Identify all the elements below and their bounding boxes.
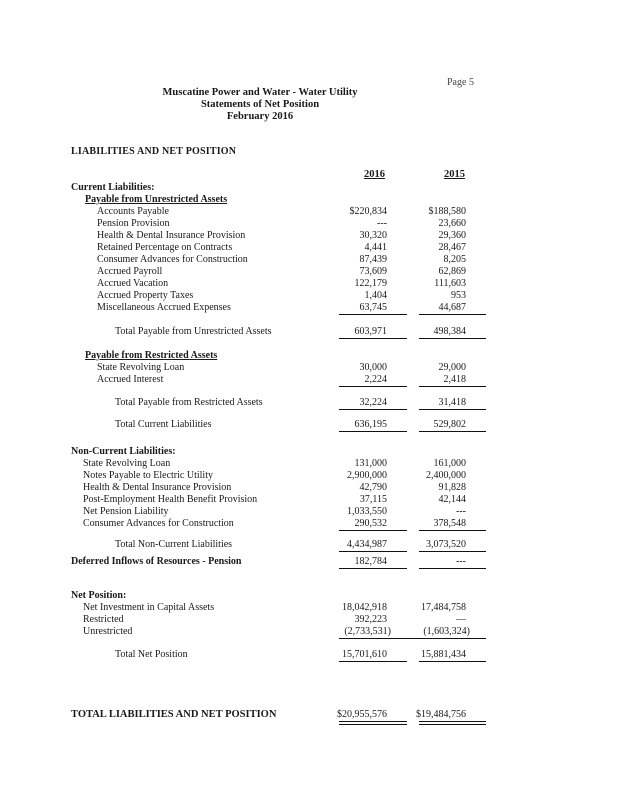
underline (419, 338, 486, 339)
total-row (0, 539, 619, 551)
value-2015: 44,687 (438, 302, 466, 313)
table-row (0, 506, 619, 518)
value-2016: 15,701,610 (342, 649, 387, 660)
value-2016: 37,115 (359, 494, 387, 505)
table-row (0, 266, 619, 278)
row-label: Health & Dental Insurance Provision (97, 230, 246, 241)
table-row (0, 482, 619, 494)
value-2015: 3,073,520 (426, 539, 466, 550)
value-2016: (2,733,531) (344, 626, 391, 637)
table-row (0, 230, 619, 242)
row-label: Restricted (83, 614, 124, 625)
table-row (0, 470, 619, 482)
underline (419, 314, 486, 315)
value-2015: 42,144 (438, 494, 466, 505)
unrestricted-heading-row (0, 194, 619, 206)
row-label: State Revolving Loan (97, 362, 185, 373)
value-2015: --- (456, 556, 466, 567)
row-label: Post-Employment Health Benefit Provision (83, 494, 258, 505)
net-position-heading: Net Position: (71, 590, 127, 601)
value-2015: 498,384 (433, 326, 466, 337)
double-underline (339, 721, 407, 725)
table-row (0, 362, 619, 374)
row-label: Accrued Vacation (97, 278, 169, 289)
value-2016: 1,033,550 (347, 506, 387, 517)
row-label: Accrued Property Taxes (97, 290, 194, 301)
current-liabilities-heading: Current Liabilities: (71, 182, 155, 193)
underline (339, 386, 407, 387)
value-2016: 32,224 (359, 397, 387, 408)
underline (419, 568, 486, 569)
value-2016: 4,441 (364, 242, 387, 253)
row-label: Notes Payable to Electric Utility (83, 470, 213, 481)
current-liabilities-heading-row (0, 182, 619, 194)
table-row (0, 302, 619, 314)
row-label: Consumer Advances for Construction (97, 254, 248, 265)
total-label: Total Non-Current Liabilities (115, 539, 233, 550)
table-row (0, 206, 619, 218)
table-row (0, 602, 619, 614)
non-current-heading-row (0, 446, 619, 458)
total-label: Total Current Liabilities (115, 419, 212, 430)
value-2015: 28,467 (438, 242, 466, 253)
value-2015: 29,360 (438, 230, 466, 241)
value-2016: 73,609 (359, 266, 387, 277)
table-row (0, 374, 619, 386)
underline (419, 551, 486, 552)
value-2016: 122,179 (354, 278, 387, 289)
value-2015: 529,802 (433, 419, 466, 430)
restricted-heading: Payable from Restricted Assets (85, 350, 218, 361)
value-2016: 290,532 (354, 518, 387, 529)
row-label: Miscellaneous Accrued Expenses (97, 302, 231, 313)
value-2015: — (456, 614, 466, 625)
statement-title: Statements of Net Position (200, 99, 320, 110)
value-2016: 42,790 (359, 482, 387, 493)
value-2015: 31,418 (438, 397, 466, 408)
value-2016: 2,900,000 (347, 470, 387, 481)
unrestricted-heading: Payable from Unrestricted Assets (85, 194, 228, 205)
table-row (0, 278, 619, 290)
underline (339, 551, 407, 552)
entity-title: Muscatine Power and Water - Water Utility (162, 87, 358, 98)
non-current-heading: Non-Current Liabilities: (71, 446, 176, 457)
deferred-inflows-row (0, 556, 619, 568)
row-label: Consumer Advances for Construction (83, 518, 234, 529)
table-row (0, 614, 619, 626)
value-2015: 378,548 (433, 518, 466, 529)
row-label: Accounts Payable (97, 206, 169, 217)
value-2016: 18,042,918 (342, 602, 387, 613)
subtotal-label: Total Payable from Unrestricted Assets (115, 326, 272, 337)
table-row (0, 626, 619, 638)
net-position-heading-row (0, 590, 619, 602)
value-2016: $20,955,576 (337, 709, 387, 720)
table-row (0, 494, 619, 506)
value-2015: 161,000 (433, 458, 466, 469)
value-2015: (1,603,324) (423, 626, 470, 637)
value-2015: 8,205 (443, 254, 466, 265)
value-2015: 15,881,434 (421, 649, 466, 660)
subtotal-label: Total Payable from Restricted Assets (115, 397, 263, 408)
value-2015: 17,484,758 (421, 602, 466, 613)
row-label: Net Investment in Capital Assets (83, 602, 215, 613)
row-label: Unrestricted (83, 626, 133, 637)
row-label: Pension Provision (97, 218, 170, 229)
value-2016: 636,195 (354, 419, 387, 430)
page-number: Page 5 (447, 77, 474, 88)
double-underline (419, 721, 486, 725)
table-row (0, 218, 619, 230)
value-2015: 2,400,000 (426, 470, 466, 481)
value-2016: 182,784 (354, 556, 387, 567)
underline (339, 638, 486, 639)
value-2016: 30,320 (359, 230, 387, 241)
underline (339, 431, 407, 432)
underline (419, 409, 486, 410)
table-row (0, 254, 619, 266)
value-2016: --- (377, 218, 387, 229)
value-2016: 2,224 (364, 374, 387, 385)
row-label: Net Pension Liability (83, 506, 169, 517)
value-2016: $220,834 (349, 206, 387, 217)
value-2015: 29,000 (438, 362, 466, 373)
row-label: State Revolving Loan (83, 458, 171, 469)
value-2015: $188,580 (428, 206, 466, 217)
row-label: Accrued Payroll (97, 266, 163, 277)
value-2015: 953 (451, 290, 466, 301)
statement-period: February 2016 (226, 111, 294, 122)
subtotal-row (0, 326, 619, 338)
value-2016: 603,971 (354, 326, 387, 337)
row-label: Retained Percentage on Contracts (97, 242, 233, 253)
grand-total-label: TOTAL LIABILITIES AND NET POSITION (71, 709, 277, 720)
value-2015: $19,484,756 (416, 709, 466, 720)
table-row (0, 458, 619, 470)
total-row (0, 649, 619, 661)
underline (339, 338, 407, 339)
row-label: Accrued Interest (97, 374, 164, 385)
deferred-inflows-label: Deferred Inflows of Resources - Pension (71, 556, 242, 567)
value-2015: 111,603 (434, 278, 466, 289)
total-row (0, 419, 619, 431)
table-row (0, 242, 619, 254)
underline (419, 431, 486, 432)
underline (339, 661, 407, 662)
subtotal-row (0, 397, 619, 409)
underline (339, 314, 407, 315)
underline (339, 530, 407, 531)
section-title: LIABILITIES AND NET POSITION (71, 146, 237, 157)
value-2016: 131,000 (354, 458, 387, 469)
column-header-2016: 2016 (364, 169, 385, 180)
value-2016: 1,404 (364, 290, 387, 301)
restricted-heading-row (0, 350, 619, 362)
value-2016: 30,000 (359, 362, 387, 373)
underline (339, 568, 407, 569)
value-2016: 87,439 (359, 254, 387, 265)
underline (419, 661, 486, 662)
value-2015: 23,660 (438, 218, 466, 229)
column-header-2015: 2015 (444, 169, 465, 180)
row-label: Health & Dental Insurance Provision (83, 482, 232, 493)
value-2015: --- (456, 506, 466, 517)
value-2016: 63,745 (359, 302, 387, 313)
value-2015: 2,418 (443, 374, 466, 385)
table-row (0, 290, 619, 302)
value-2015: 91,828 (438, 482, 466, 493)
value-2016: 4,434,987 (347, 539, 387, 550)
value-2016: 392,223 (354, 614, 387, 625)
underline (339, 409, 407, 410)
underline (419, 530, 486, 531)
table-row (0, 518, 619, 530)
value-2015: 62,869 (438, 266, 466, 277)
underline (419, 386, 486, 387)
grand-total-row (0, 709, 619, 721)
total-label: Total Net Position (115, 649, 188, 660)
